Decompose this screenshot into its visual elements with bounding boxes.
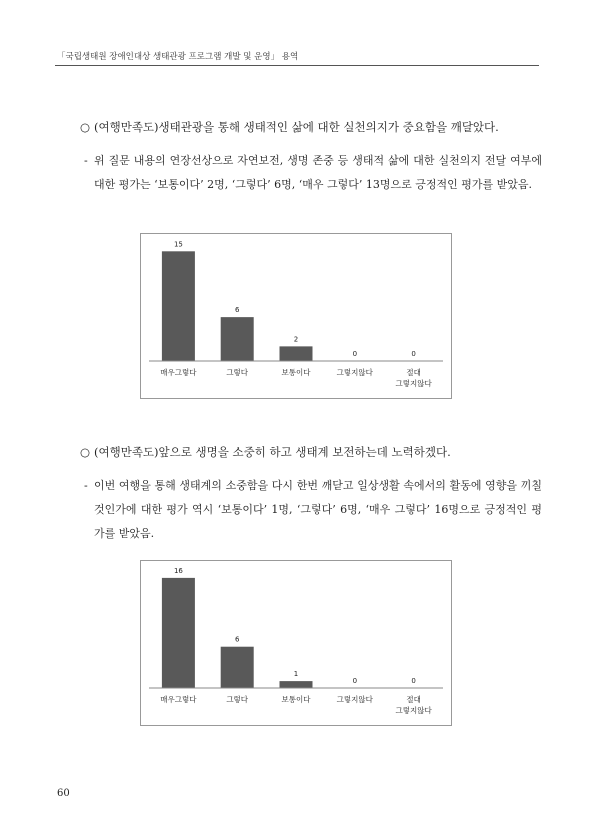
category-label: 보통이다	[281, 695, 311, 704]
chart-2	[140, 560, 452, 726]
header-rule	[55, 65, 539, 66]
data-label: 16	[173, 566, 183, 575]
chart-1	[140, 233, 452, 399]
section-body-1	[84, 149, 542, 197]
data-label: 2	[293, 335, 299, 344]
data-label: 6	[234, 306, 240, 315]
data-label: 6	[234, 635, 240, 644]
category-label: 그렇지않다	[336, 695, 373, 704]
bar	[162, 578, 195, 688]
data-label: 1	[293, 670, 299, 679]
category-label: 그렇다	[226, 695, 249, 704]
category-label: 그렇다	[226, 368, 249, 377]
category-label: 매우그렇다	[160, 695, 197, 704]
bar	[280, 681, 313, 688]
bar	[162, 251, 195, 361]
category-label: 그렇지않다	[336, 368, 373, 377]
section-body-text: 위 질문 내용의 연장선상으로 자연보전, 생명 존중 등 생태적 삶에 대한 실천의지 전달 여부에 대한 평가는 ‘보통이다’ 2명, ‘그렇다’ 6명, ‘매우 그렇다’ 13명으로 긍정적인 평가를 받았음.	[94, 154, 542, 191]
category-label: 그렇지않다	[395, 706, 432, 715]
bar	[280, 346, 313, 361]
page-number: 60	[57, 788, 70, 799]
category-label: 그렇지않다	[395, 379, 432, 388]
data-label: 0	[352, 677, 358, 685]
section-heading-text: (여행만족도)앞으로 생명을 소중히 하고 생태계 보전하는데 노력하겠다.	[94, 445, 451, 459]
circle-bullet: ○	[80, 120, 91, 134]
dash-bullet: -	[84, 154, 88, 167]
bar	[221, 647, 254, 688]
section-body-2	[84, 474, 542, 546]
category-label: 절대	[406, 368, 421, 377]
section-heading-text: (여행만족도)생태관광을 통해 생태적인 삶에 대한 실천의지가 중요함을 깨달았다.	[94, 120, 499, 134]
chart-1-svg	[141, 234, 451, 398]
dash-bullet: -	[84, 479, 88, 492]
running-header: 「국립생태원 장애인대상 생태관광 프로그램 개발 및 운영」 용역	[57, 52, 299, 62]
category-label: 절대	[406, 695, 421, 704]
section-body-text: 이번 여행을 통해 생태계의 소중함을 다시 한번 깨닫고 일상생활 속에서의 활동에 영향을 끼칠 것인가에 대한 평가 역시 ‘보통이다’ 1명, ‘그렇다’ 6명, ‘매우 그렇다’ 16명으로 긍정적인 평가를 받았음.	[94, 479, 542, 540]
data-label: 0	[352, 350, 358, 358]
data-label: 0	[411, 350, 416, 358]
category-label: 매우그렇다	[160, 368, 197, 377]
data-label: 0	[411, 677, 416, 685]
bar	[221, 317, 254, 361]
category-label: 보통이다	[281, 368, 311, 377]
circle-bullet: ○	[80, 445, 91, 459]
section-heading-1	[80, 117, 542, 138]
chart-2-svg	[141, 561, 451, 725]
section-heading-2	[80, 442, 542, 463]
data-label: 15	[173, 240, 183, 249]
